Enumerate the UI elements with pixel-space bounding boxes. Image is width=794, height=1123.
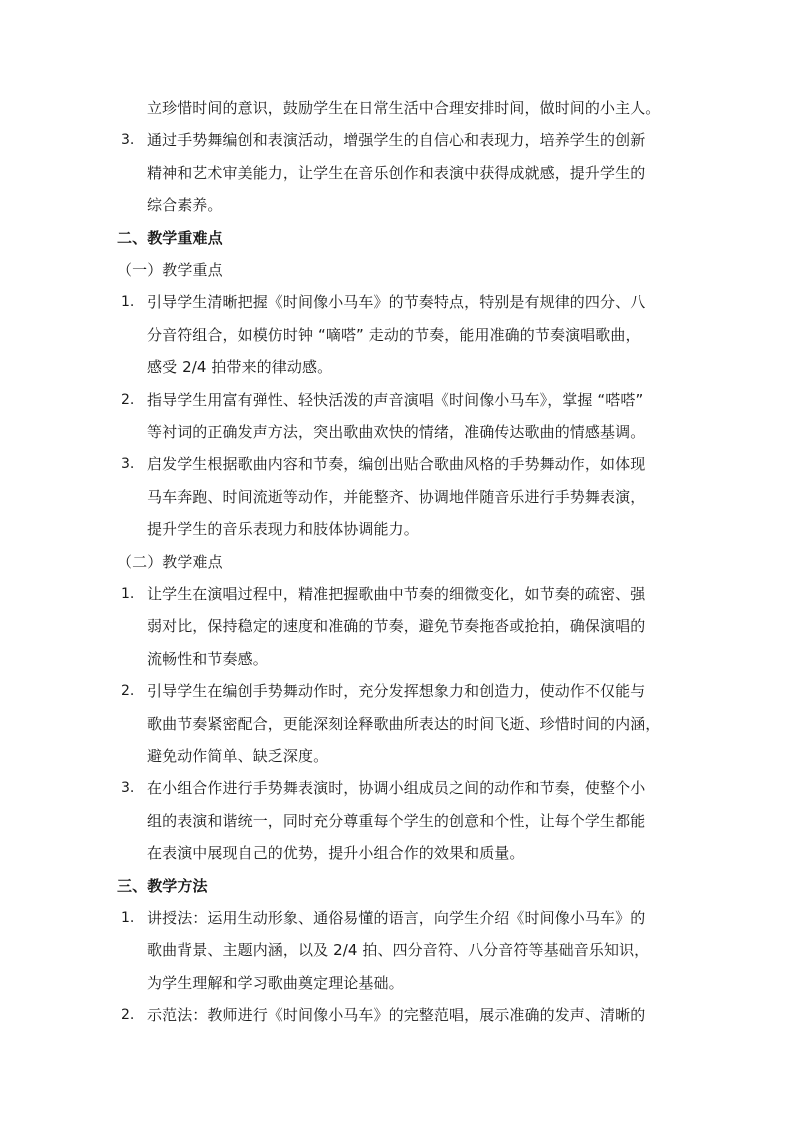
list-number: 2.: [121, 683, 135, 699]
text-line: 指导学生用富有弹性、轻快活泼的声音演唱《时间像小马车》，掌握 “嗒嗒”: [147, 391, 644, 409]
list-number: 3.: [121, 132, 135, 148]
text-line: 立珍惜时间的意识，鼓励学生在日常生活中合理安排时间，做时间的小主人。: [147, 99, 661, 117]
text-line: 歌曲节奏紧密配合，更能深刻诠释歌曲所表达的时间飞逝、珍惜时间的内涵，: [147, 715, 661, 733]
text-line: 示范法：教师进行《时间像小马车》的完整范唱，展示准确的发声、清晰的: [147, 1006, 646, 1024]
text-line: 马车奔跑、时间流逝等动作，并能整齐、协调地伴随音乐进行手势舞表演，: [147, 488, 646, 506]
text-line: 为学生理解和学习歌曲奠定理论基础。: [147, 974, 404, 992]
text-line: 启发学生根据歌曲内容和节奏，编创出贴合歌曲风格的手势舞动作，如体现: [147, 455, 646, 473]
text-line: 讲授法：运用生动形象、通俗易懂的语言，向学生介绍《时间像小马车》的: [147, 909, 646, 927]
text-line: 引导学生清晰把握《时间像小马车》的节奏特点，特别是有规律的四分、八: [147, 293, 646, 311]
text-line: 让学生在演唱过程中，精准把握歌曲中节奏的细微变化，如节奏的疏密、强: [147, 585, 646, 603]
text-line: 避免动作简单、缺乏深度。: [147, 747, 329, 765]
list-number: 2.: [121, 1007, 135, 1023]
text-line: 等衬词的正确发声方法，突出歌曲欢快的情绪，准确传达歌曲的情感基调。: [147, 423, 646, 441]
text-line: 弱对比，保持稳定的速度和准确的节奏，避免节奏拖沓或抢拍，确保演唱的: [147, 617, 646, 635]
text-line: 综合素养。: [147, 196, 223, 214]
text-line: 分音符组合，如模仿时钟 “嘀嗒” 走动的节奏，能用准确的节奏演唱歌曲，: [147, 326, 641, 344]
section-heading: 三、教学方法: [117, 877, 208, 895]
text-line: （二）教学难点: [117, 553, 223, 571]
list-number: 1.: [121, 910, 135, 926]
list-number: 3.: [121, 456, 135, 472]
list-number: 1.: [121, 294, 135, 310]
list-number: 1.: [121, 586, 135, 602]
text-line: 在小组合作进行手势舞表演时，协调小组成员之间的动作和节奏，使整个小: [147, 779, 646, 797]
text-line: 通过手势舞编创和表演活动，增强学生的自信心和表现力，培养学生的创新: [147, 131, 646, 149]
text-line: 组的表演和谐统一，同时充分尊重每个学生的创意和个性，让每个学生都能: [147, 812, 646, 830]
text-line: 在表演中展现自己的优势，提升小组合作的效果和质量。: [147, 844, 525, 862]
text-line: 精神和艺术审美能力，让学生在音乐创作和表演中获得成就感，提升学生的: [147, 164, 646, 182]
text-line: 歌曲背景、主题内涵，以及 2/4 拍、四分音符、八分音符等基础音乐知识，: [147, 941, 650, 959]
text-line: 提升学生的音乐表现力和肢体协调能力。: [147, 520, 419, 538]
section-heading: 二、教学重难点: [117, 229, 223, 247]
text-line: （一）教学重点: [117, 261, 223, 279]
list-number: 3.: [121, 780, 135, 796]
list-number: 2.: [121, 392, 135, 408]
text-line: 引导学生在编创手势舞动作时，充分发挥想象力和创造力，使动作不仅能与: [147, 682, 646, 700]
text-line: 感受 2/4 拍带来的律动感。: [147, 358, 333, 376]
text-line: 流畅性和节奏感。: [147, 650, 268, 668]
